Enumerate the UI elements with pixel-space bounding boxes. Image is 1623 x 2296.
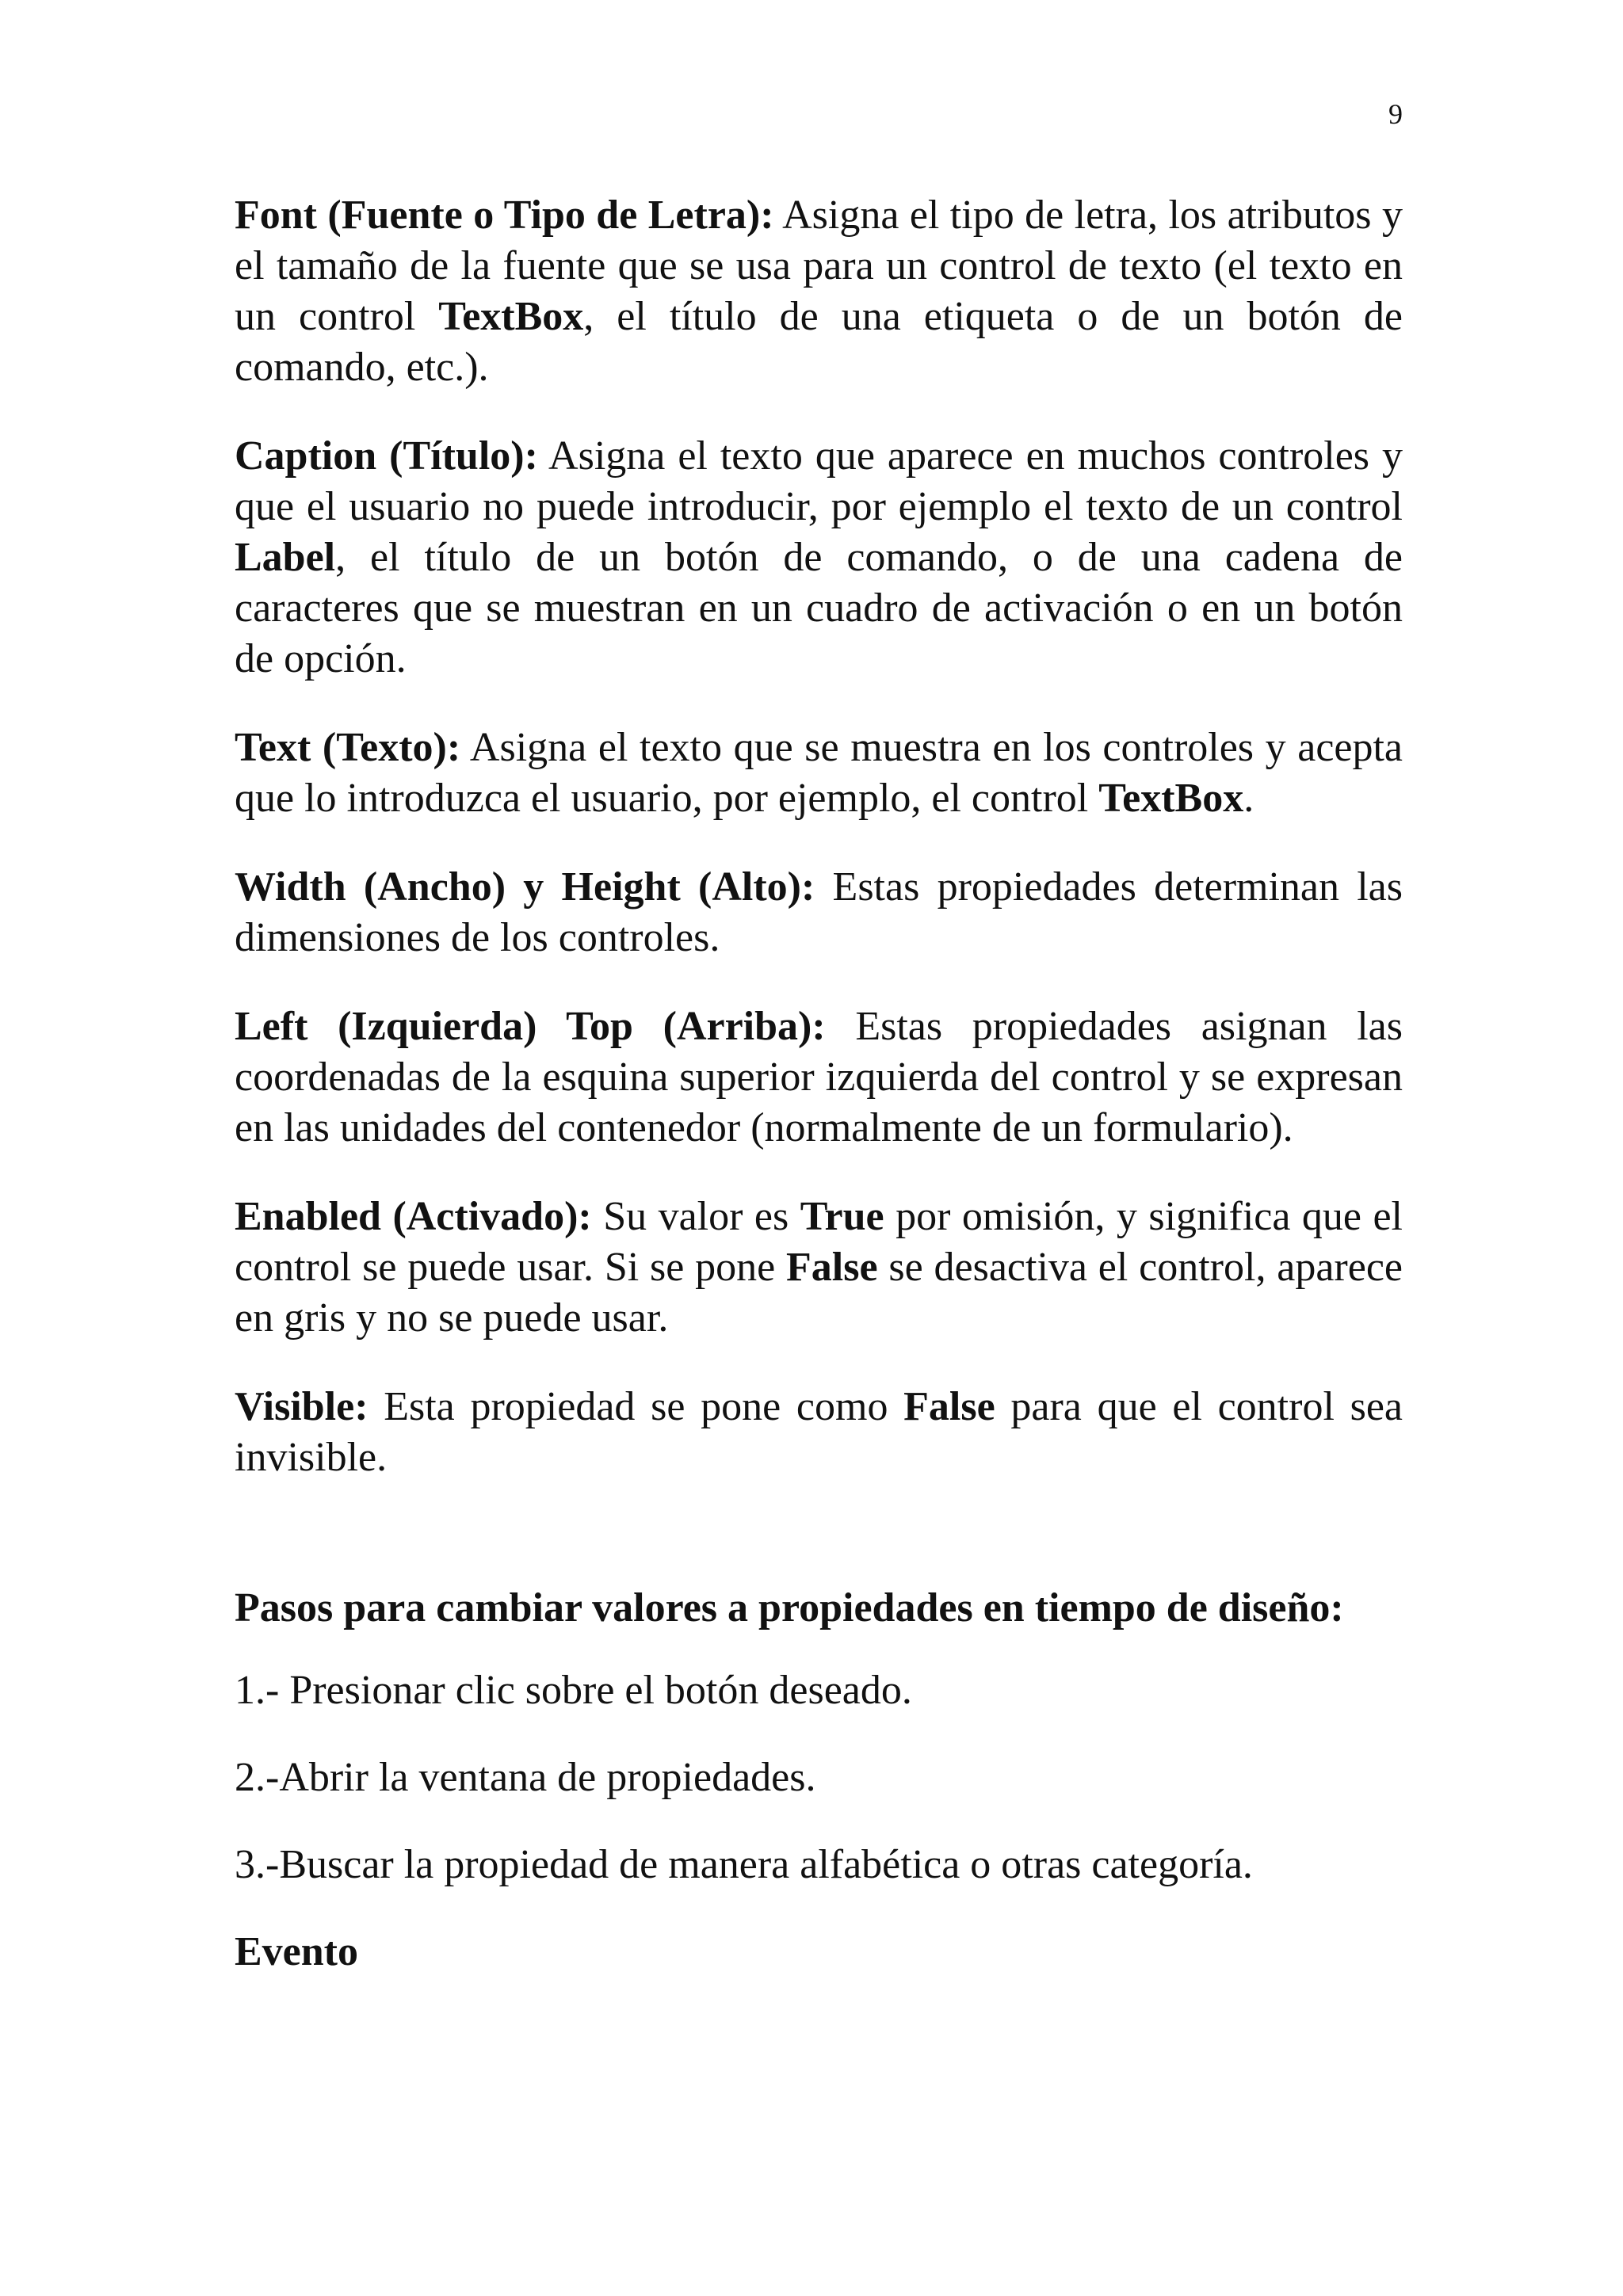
description-text: Estas propiedades determinan las dimensiones de los controles. — [235, 864, 1403, 960]
steps-heading: Pasos para cambiar valores a propiedades en tiempo de diseño: — [235, 1585, 1344, 1630]
keyword-text: Label — [235, 535, 336, 580]
description-text: por omisión, y significa que el control se puede usar. Si se pone — [235, 1194, 1403, 1290]
event-heading: Evento — [235, 1929, 358, 1974]
keyword-text: TextBox — [438, 294, 584, 339]
property-paragraph — [235, 723, 1403, 824]
description-text: Asigna el texto que se muestra en los controles y acepta que lo introduzca el usuario, por ejemplo, el control — [235, 725, 1403, 821]
property-list — [235, 190, 1403, 1483]
page-number: 9 — [1388, 98, 1403, 130]
keyword-text: False — [786, 1245, 878, 1290]
description-text: , el título de un botón de comando, o de una cadena de caracteres que se muestran en un cuadro de activación o en un botón de opción. — [235, 535, 1403, 681]
description-text: se desactiva el control, aparece en gris y no se puede usar. — [235, 1245, 1403, 1341]
keyword-text: True — [800, 1194, 884, 1239]
property-term: Enabled (Activado): — [235, 1194, 592, 1239]
description-text: Asigna el tipo de letra, los atributos y el tamaño de la fuente que se usa para un control de texto (el texto en un control — [235, 193, 1403, 339]
keyword-text: TextBox — [1098, 776, 1244, 821]
step-item: 1.- Presionar clic sobre el botón deseado. — [235, 1668, 912, 1713]
description-text: , el título de una etiqueta o de un botón de comando, etc.). — [235, 294, 1403, 390]
property-paragraph — [235, 1001, 1403, 1154]
property-paragraph — [235, 190, 1403, 393]
description-text: Su valor es — [591, 1194, 800, 1239]
property-paragraph — [235, 1192, 1403, 1344]
property-term: Visible: — [235, 1384, 369, 1429]
property-paragraph — [235, 431, 1403, 685]
step-item: 3.-Buscar la propiedad de manera alfabética o otras categoría. — [235, 1842, 1253, 1887]
property-term: Font (Fuente o Tipo de Letra): — [235, 193, 774, 238]
property-term: Text (Texto): — [235, 725, 461, 770]
property-term: Width (Ancho) y Height (Alto): — [235, 864, 815, 910]
property-paragraph — [235, 1382, 1403, 1483]
page-content — [235, 190, 1403, 1978]
description-text: Esta propiedad se pone como — [368, 1384, 904, 1429]
step-item: 2.-Abrir la ventana de propiedades. — [235, 1755, 816, 1800]
description-text: Estas propiedades asignan las coordenadas de la esquina superior izquierda del control y se expresan en las unidades del contenedor (normalmente de un formulario). — [235, 1004, 1403, 1150]
property-paragraph — [235, 862, 1403, 963]
description-text: Asigna el texto que aparece en muchos controles y que el usuario no puede introducir, por ejemplo el texto de un control — [235, 433, 1403, 529]
property-term: Caption (Título): — [235, 433, 538, 479]
description-text: para que el control sea invisible. — [235, 1384, 1403, 1480]
keyword-text: False — [903, 1384, 995, 1429]
description-text: . — [1243, 776, 1254, 821]
property-term: Left (Izquierda) Top (Arriba): — [235, 1004, 826, 1049]
